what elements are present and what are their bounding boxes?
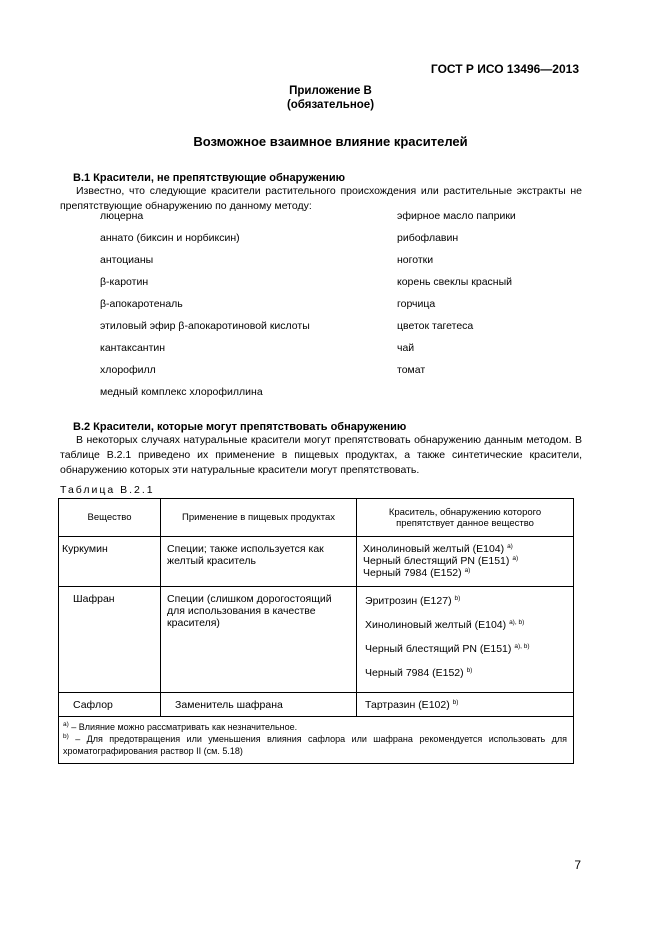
dye-list — [357, 693, 573, 711]
section-2-text: В некоторых случаях натуральные красители могут препятствовать обнаружению данным методом. В таблице В.2.1 приведено их применение в пищевых продуктах, а также синтетические красители, обнаружению которых эти натуральные красители могут препятствовать. — [60, 434, 582, 476]
table-row — [59, 587, 574, 693]
dye-item: Эритрозин (Е127) $^{b)}$ — [365, 595, 461, 607]
section-1-text: Известно, что следующие красители растительного происхождения или растительные экстракты не препятствующие обнаружению по данному методу: — [60, 185, 582, 212]
list-item: этиловый эфир β-апокаротиновой кислоты — [100, 320, 310, 332]
table-footnotes — [59, 717, 574, 764]
list-item: корень свеклы красный — [397, 276, 513, 288]
dye-item: Хинолиновый желтый (Е104) $^{a)}$ — [363, 543, 513, 555]
dye-item: Черный 7984 (Е152) $^{b)}$ — [365, 667, 473, 679]
list-item: кантаксантин — [100, 342, 166, 354]
appendix-subtitle: (обязательное) — [286, 99, 375, 111]
list-item: аннато (биксин и норбиксин) — [100, 232, 240, 244]
list-item: рибофлавин — [397, 232, 459, 244]
cell-substance: Сафлор — [59, 693, 161, 717]
cell-use: Специи (слишком дорогостоящий для использования в качестве красителя) — [161, 587, 357, 693]
table-row — [59, 537, 574, 587]
table-header-row — [59, 499, 574, 537]
interference-table — [58, 498, 574, 764]
cell-use: Заменитель шафрана — [161, 693, 357, 717]
table-footnote-row — [59, 717, 574, 764]
header-use: Применение в пищевых продуктах — [161, 499, 357, 537]
dye-list — [357, 587, 573, 679]
section-2-heading: В.2 Красители, которые могут препятствовать обнаружению — [73, 421, 407, 433]
list-item: цветок тагетеса — [397, 320, 474, 332]
footnote-b: $^{b)}$ – Для предотвращения или уменьшения влияния сафлора или шафрана рекомендуется использовать для хроматографирования раствор II (см. 5.18) — [63, 733, 567, 756]
list-item: β-каротин — [100, 276, 149, 288]
list-item: эфирное масло паприки — [397, 210, 516, 222]
dye-item: Тартразин (Е102) $^{b)}$ — [365, 699, 459, 711]
non-interfering-dyes-left-list — [100, 205, 310, 403]
page-number: 7 — [574, 858, 581, 872]
document-code: ГОСТ Р ИСО 13496—2013 — [430, 62, 579, 76]
dye-item: Черный блестящий PN (Е151) $^{a)}$ — [363, 555, 519, 567]
dye-item: Хинолиновый желтый (Е104) $^{a), b)}$ — [365, 619, 525, 631]
list-item: томат — [397, 364, 426, 376]
cell-dyes — [357, 537, 574, 587]
list-item: чай — [397, 342, 415, 354]
dye-item: Черный 7984 (Е152) $^{a)}$ — [363, 567, 471, 579]
header-dye: Краситель, обнаружению которого препятствует данное вещество — [357, 499, 574, 537]
cell-dyes — [357, 693, 574, 717]
cell-dyes — [357, 587, 574, 693]
non-interfering-dyes-right-list — [397, 205, 516, 381]
dye-item: Черный блестящий PN (Е151) $^{a), b)}$ — [365, 643, 530, 655]
section-1-heading: В.1 Красители, не препятствующие обнаружению — [73, 172, 345, 184]
footnote-a: $^{a)}$ – Влияние можно рассматривать как незначительное. — [63, 721, 298, 732]
appendix-heading — [0, 84, 661, 112]
header-substance: Вещество — [59, 499, 161, 537]
list-item: горчица — [397, 298, 436, 310]
cell-use: Специи; также используется как желтый краситель — [161, 537, 357, 587]
table-caption: Таблица В.2.1 — [60, 484, 155, 496]
page-title: Возможное взаимное влияние красителей — [193, 134, 468, 149]
list-item: люцерна — [100, 210, 144, 222]
dye-list — [357, 537, 573, 579]
list-item: β-апокаротеналь — [100, 298, 183, 310]
list-item: антоцианы — [100, 254, 154, 266]
table-row — [59, 693, 574, 717]
list-item: ноготки — [397, 254, 434, 266]
cell-substance: Шафран — [59, 587, 161, 693]
appendix-title: Приложение В — [289, 85, 372, 97]
list-item: хлорофилл — [100, 364, 156, 376]
list-item: медный комплекс хлорофиллина — [100, 386, 263, 398]
cell-substance: Куркумин — [59, 537, 161, 587]
